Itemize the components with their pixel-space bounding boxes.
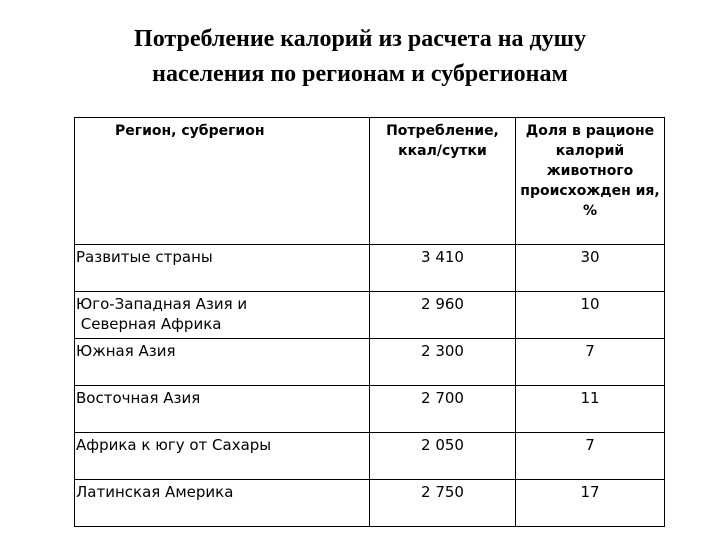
- table-row: [75, 480, 665, 527]
- page-title-line-1: Потребление калорий из расчета на душу: [134, 26, 586, 52]
- animal-share-cell: 11: [516, 386, 665, 433]
- region-cell: Латинская Америка: [75, 480, 370, 527]
- column-header-region: Регион, субрегион: [75, 118, 370, 245]
- table-row: [75, 339, 665, 386]
- column-header-animal-share: Доля в рационе калорий животного происхожден ия, %: [516, 118, 665, 245]
- kcal-cell: 3 410: [370, 245, 516, 292]
- table-row: [75, 292, 665, 339]
- region-cell: Африка к югу от Сахары: [75, 433, 370, 480]
- region-cell: Юго-Западная Азия и Северная Африка: [75, 292, 370, 339]
- animal-share-cell: 10: [516, 292, 665, 339]
- kcal-cell: 2 750: [370, 480, 516, 527]
- kcal-cell: 2 300: [370, 339, 516, 386]
- column-header-consumption: Потребление, ккал/сутки: [370, 118, 516, 245]
- kcal-cell: 2 050: [370, 433, 516, 480]
- region-cell: Развитые страны: [75, 245, 370, 292]
- animal-share-cell: 7: [516, 339, 665, 386]
- animal-share-cell: 17: [516, 480, 665, 527]
- calorie-consumption-table: [74, 117, 665, 527]
- kcal-cell: 2 960: [370, 292, 516, 339]
- region-cell: Южная Азия: [75, 339, 370, 386]
- page-title-line-2: населения по регионам и субрегионам: [152, 61, 568, 87]
- table-row: [75, 245, 665, 292]
- animal-share-cell: 7: [516, 433, 665, 480]
- animal-share-cell: 30: [516, 245, 665, 292]
- kcal-cell: 2 700: [370, 386, 516, 433]
- table-row: [75, 386, 665, 433]
- table-row: [75, 433, 665, 480]
- table-header-row: [75, 118, 665, 245]
- page-title: [0, 22, 720, 92]
- region-cell: Восточная Азия: [75, 386, 370, 433]
